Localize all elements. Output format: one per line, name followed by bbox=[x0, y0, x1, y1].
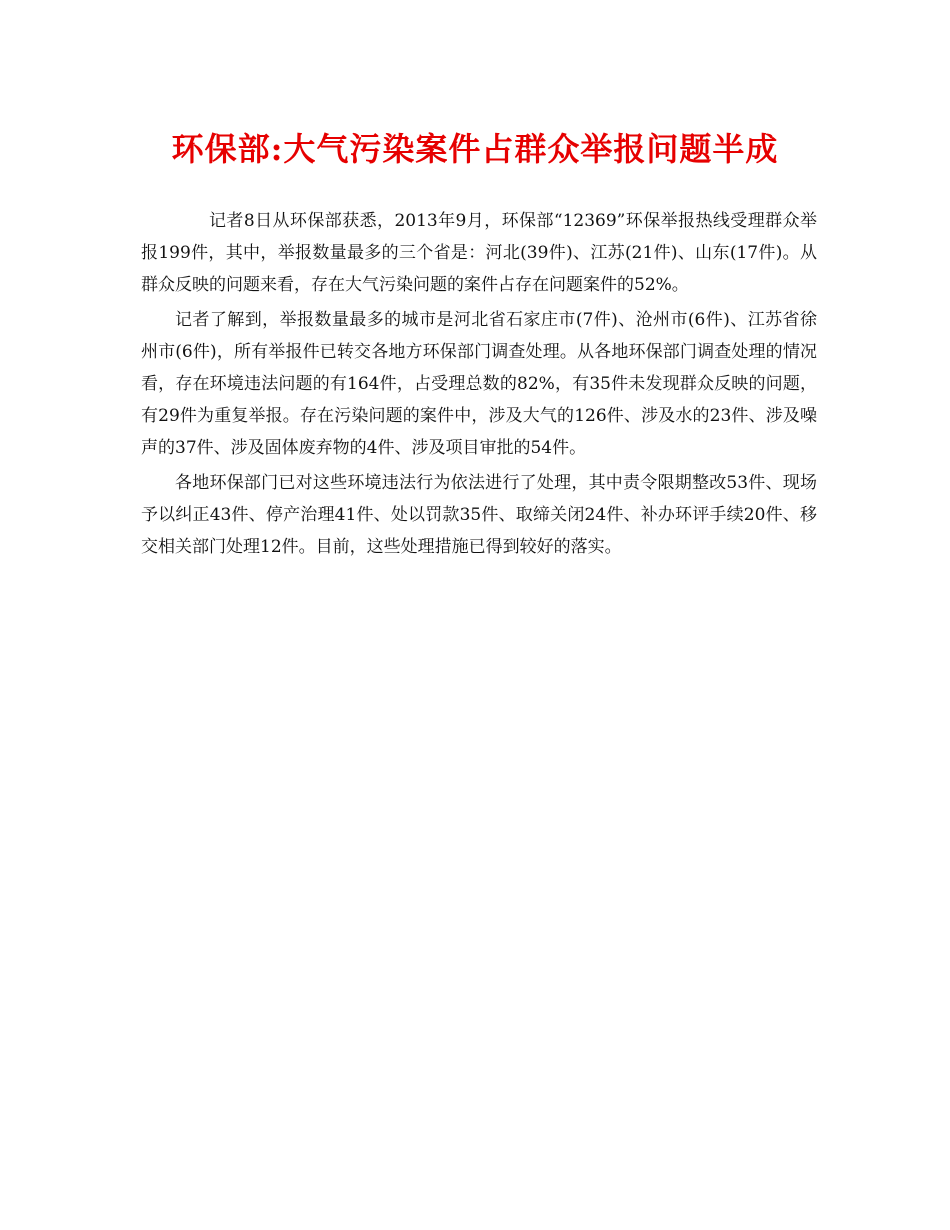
document-body bbox=[141, 205, 817, 566]
paragraph-2: 记者了解到，举报数量最多的城市是河北省石家庄市(7件)、沧州市(6件)、江苏省徐州市(6件)，所有举报件已转交各地方环保部门调查处理。从各地环保部门调查处理的情况看，存在环境违法问题的有164件，占受理总数的82%，有35件未发现群众反映的问题，有29件为重复举报。存在污染问题的案件中，涉及大气的126件、涉及水的23件、涉及噪声的37件、涉及固体废弃物的4件、涉及项目审批的54件。 bbox=[141, 310, 817, 458]
document-title: 环保部:大气污染案件占群众举报问题半成 bbox=[171, 130, 779, 168]
paragraph-3: 各地环保部门已对这些环境违法行为依法进行了处理，其中责令限期整改53件、现场予以纠正43件、停产治理41件、处以罚款35件、取缔关闭24件、补办环评手续20件、移交相关部门处理12件。目前，这些处理措施已得到较好的落实。 bbox=[141, 473, 817, 557]
paragraph-1: 记者8日从环保部获悉，2013年9月，环保部“12369”环保举报热线受理群众举报199件，其中，举报数量最多的三个省是：河北(39件)、江苏(21件)、山东(17件)。从群众反映的问题来看，存在大气污染问题的案件占存在问题案件的52%。 bbox=[141, 211, 817, 295]
